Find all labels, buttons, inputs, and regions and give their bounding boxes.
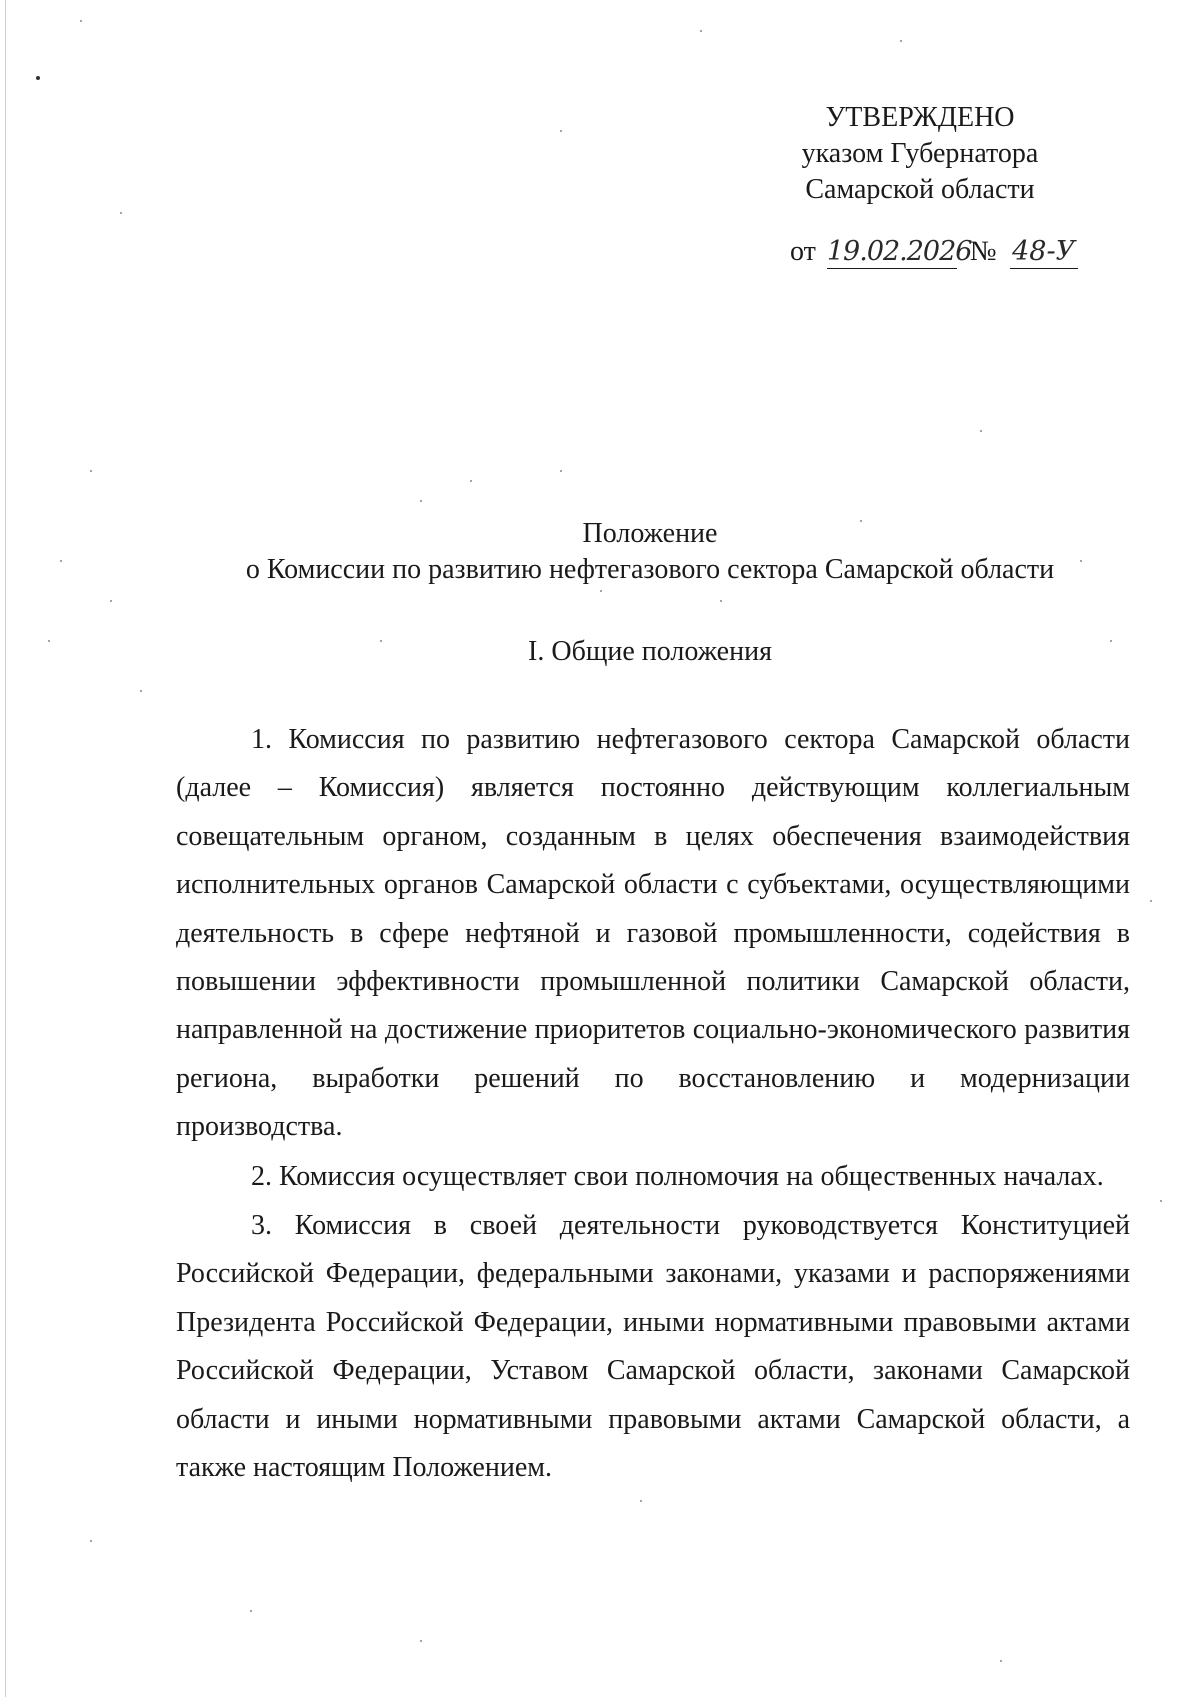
scan-speck	[120, 212, 122, 214]
scan-speck	[900, 40, 902, 42]
document-title	[170, 516, 1130, 588]
scan-speck	[600, 590, 602, 592]
scan-speck	[1160, 1200, 1162, 1202]
document-body	[176, 716, 1130, 1493]
scan-speck	[420, 500, 422, 502]
scan-speck	[60, 560, 62, 562]
order-number-handwritten: 48-У	[1010, 236, 1078, 269]
scan-speck	[1110, 640, 1112, 642]
paragraph-1: 1. Комиссия по развитию нефтегазового сектора Самарской области (далее – Комиссия) является постоянно действующим коллегиальным совещательным органом, созданным в целях обеспечения взаимодействия исполнительных органов Самарской области с субъектами, осуществляющими деятельность в сфере нефтяной и газовой промышленности, содействия в повышении эффективности промышленной политики Самарской области, направленной на достижение приоритетов социально-экономического развития региона, выработки решений по восстановлению и модернизации производства.	[176, 724, 1130, 1143]
scan-speck	[700, 30, 702, 32]
scan-speck	[380, 640, 382, 642]
scan-speck	[90, 1540, 92, 1542]
scan-speck	[560, 470, 562, 472]
order-reference	[790, 232, 1078, 272]
approval-title: УТВЕРЖДЕНО	[825, 102, 1015, 133]
scan-speck	[110, 600, 112, 602]
scan-speck	[1080, 560, 1082, 562]
scan-speck	[90, 470, 92, 472]
document-title-line2: о Комиссии по развитию нефтегазового сектора Самарской области	[245, 554, 1055, 585]
scan-speck	[980, 430, 982, 432]
order-prefix: от	[790, 236, 816, 267]
approval-authority: указом Губернатора	[801, 138, 1039, 169]
approval-stamp-block	[760, 100, 1080, 208]
paragraph-2: 2. Комиссия осуществляет свои полномочия на общественных началах.	[251, 1160, 1104, 1192]
scan-speck	[560, 130, 562, 132]
paragraph-3: 3. Комиссия в своей деятельности руководствуется Конституцией Российской Федерации, федеральными законами, указами и распоряжениями Президента Российской Федерации, иными нормативными правовыми актами Российской Федерации, Уставом Самарской области, законами Самарской области и иными нормативными правовыми актами Самарской области, а также настоящим Положением.	[176, 1210, 1130, 1484]
scan-speck	[640, 1500, 642, 1502]
scan-speck	[470, 480, 472, 482]
scan-speck	[140, 690, 142, 692]
scan-edge-line	[5, 0, 6, 1697]
scan-speck	[1150, 900, 1152, 902]
scan-speck	[36, 76, 40, 80]
scan-speck	[80, 20, 82, 22]
scan-speck	[420, 1640, 422, 1642]
scan-speck	[250, 1610, 252, 1612]
order-date-handwritten: 19.02.2026	[826, 236, 972, 267]
scan-speck	[1000, 1660, 1002, 1662]
scan-speck	[720, 600, 722, 602]
order-number-sign: №	[969, 236, 997, 267]
approval-region: Самарской области	[805, 174, 1035, 205]
document-title-line1: Положение	[582, 518, 718, 549]
scan-speck	[860, 520, 862, 522]
section-heading: I. Общие положения	[528, 636, 772, 667]
scan-speck	[48, 640, 50, 642]
